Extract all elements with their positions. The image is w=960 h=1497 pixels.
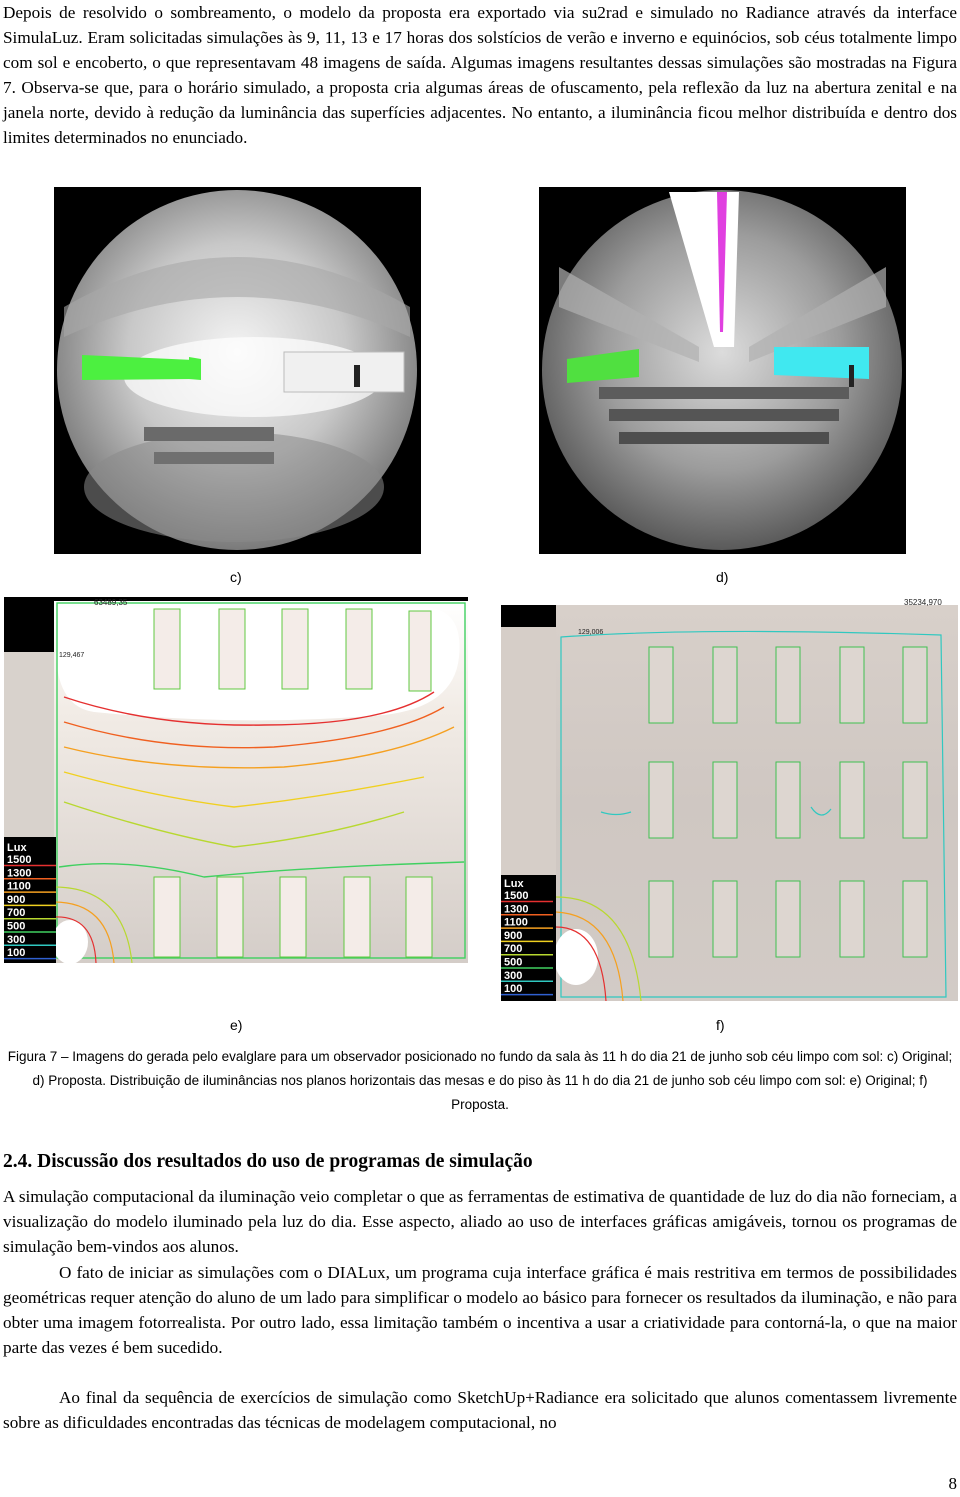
legend-level-1100-proposal: 1100 <box>504 916 528 929</box>
panel-label-e: e) <box>230 1017 243 1033</box>
fisheye-image-proposal <box>539 187 906 554</box>
legend-level-100-proposal: 100 <box>504 983 523 996</box>
legend-level-1500-proposal: 1500 <box>504 890 529 902</box>
body-paragraph-3: Ao final da sequência de exercícios de simulação como SketchUp+Radiance era solicitado que alunos comentassem livremente sobre as dificuldades encontradas das técnicas de modelagem computacional, no <box>3 1388 957 1432</box>
legend-level-500-original: 500 <box>7 920 26 933</box>
legend-level-1300-proposal: 1300 <box>504 903 529 916</box>
legend-level-900-proposal: 900 <box>504 929 523 942</box>
min-value-proposal: 129,006 <box>578 629 604 636</box>
legend-unit-proposal: Lux <box>504 878 524 890</box>
min-value-original: 129,467 <box>59 652 85 659</box>
section-heading: 2.4. Discussão dos resultados do uso de programas de simulação <box>3 1151 533 1172</box>
max-value-original: 63489,35 <box>94 598 128 607</box>
illuminance-map-proposal <box>501 597 958 1001</box>
legend-level-100-original: 100 <box>7 947 26 960</box>
panel-label-c: c) <box>230 569 242 585</box>
panel-label-f: f) <box>716 1017 725 1033</box>
legend-unit-original: Lux <box>7 842 27 854</box>
legend-level-300-proposal: 300 <box>504 969 523 982</box>
fisheye-image-original <box>54 187 421 554</box>
max-value-proposal: 35234,970 <box>904 598 942 607</box>
page-number: 8 <box>948 1474 957 1493</box>
figure-caption: Figura 7 – Imagens do gerada pelo evalglare para um observador posicionado no fundo da sala às 11 h do dia 21 de junho sob céu limpo com sol: c) Original; d) Proposta. Distribuição de iluminâncias nos planos horizontais das mesas e do piso às 11 h do dia 21 de junho sob céu limpo com sol: e) Original; f) Proposta. <box>7 1049 953 1112</box>
intro-paragraph: Depois de resolvido o sombreamento, o modelo da proposta era exportado via su2rad e simulado no Radiance através da interface SimulaLuz. Eram solicitadas simulações às 9, 11, 13 e 17 horas dos solstícios de verão e inverno e equinócios, sob céus totalmente limpo com sol e encoberto, o que representavam 48 imagens de saída. Algumas imagens resultantes dessas simulações são mostradas na Figura 7. Observa-se que, para o horário simulado, a proposta cria algumas áreas de ofuscamento, pela reflexão da luz na abertura zenital e na janela norte, devido à redução da luminância das superfícies adjacentes. No entanto, a iluminância ficou melhor distribuída e dentro dos limites determinados no enunciado. <box>3 3 957 147</box>
illuminance-map-original <box>4 597 468 963</box>
legend-level-300-original: 300 <box>7 933 26 946</box>
legend-level-1100-original: 1100 <box>7 880 31 893</box>
legend-level-700-proposal: 700 <box>504 943 523 956</box>
legend-level-500-proposal: 500 <box>504 956 523 969</box>
legend-level-900-original: 900 <box>7 893 26 906</box>
body-paragraph-2: O fato de iniciar as simulações com o DIALux, um programa cuja interface gráfica é mais restritiva em termos de possibilidades geométricas requer atenção do aluno de um lado para simplificar o modelo ao básico para fornecer os resultados da iluminação, e não para obter uma imagem fotorrealista. Por outro lado, essa limitação também o incentiva a usar a criatividade para contorná-la, o que na maior parte das vezes é bem sucedido. <box>3 1263 957 1357</box>
panel-label-d: d) <box>716 569 729 585</box>
body-paragraph-1: A simulação computacional da iluminação veio completar o que as ferramentas de estimativa de quantidade de luz do dia não forneciam, a visualização do modelo iluminado pela luz do dia. Esse aspecto, aliado ao uso de interfaces gráficas amigáveis, tornou os programas de simulação bem-vindos aos alunos. <box>3 1187 957 1256</box>
legend-level-1300-original: 1300 <box>7 867 32 880</box>
legend-level-700-original: 700 <box>7 907 26 920</box>
legend-level-1500-original: 1500 <box>7 854 32 866</box>
